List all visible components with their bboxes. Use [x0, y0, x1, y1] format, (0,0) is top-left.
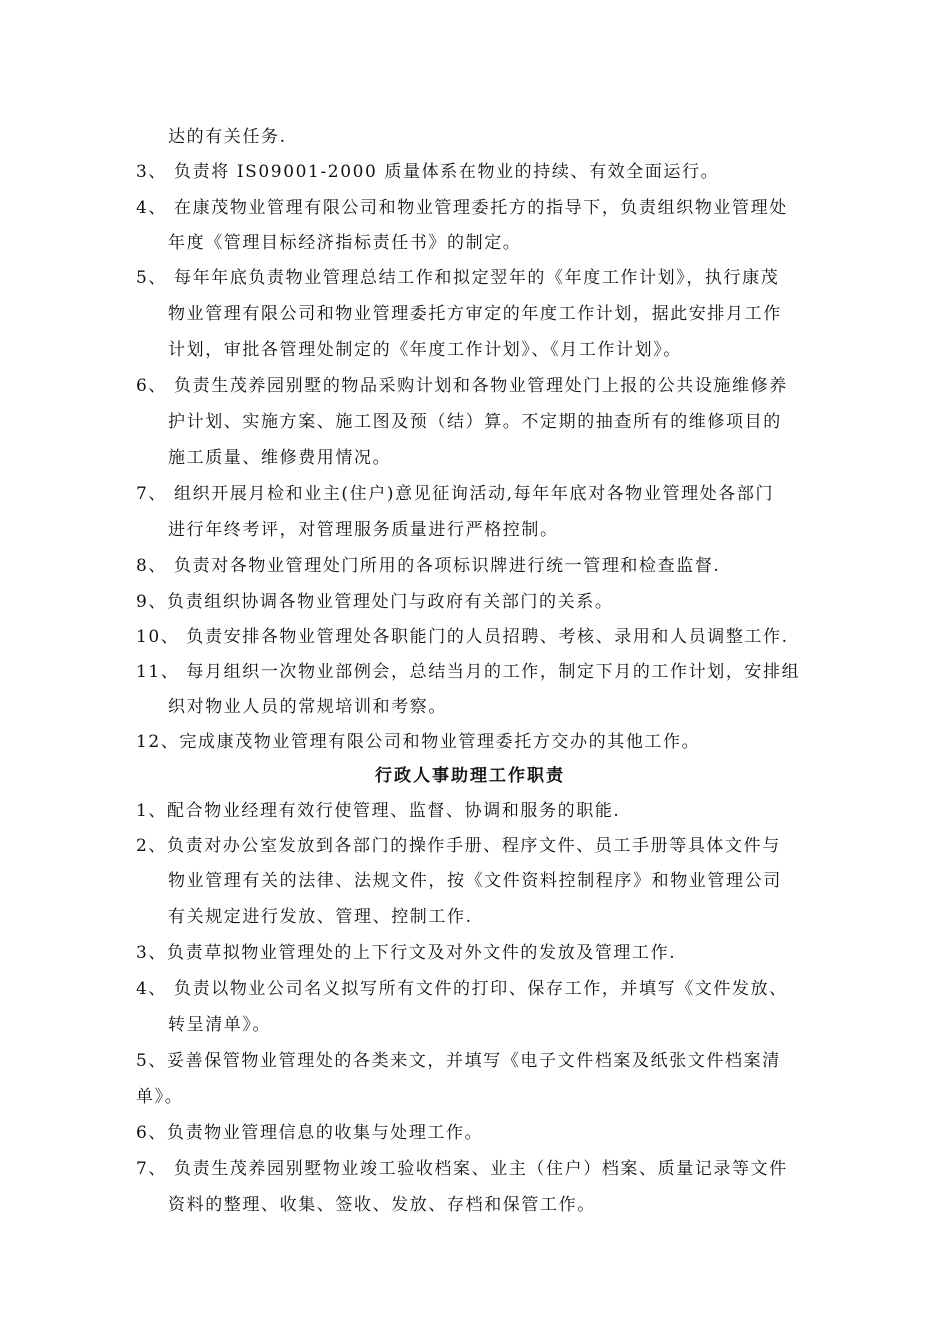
text-line: 转呈清单》。: [168, 1015, 272, 1035]
text-line: 6、负责物业管理信息的收集与处理工作。: [136, 1123, 484, 1143]
text-line: 3、 负责将 IS09001-2000 质量体系在物业的持续、有效全面运行。: [136, 162, 720, 182]
text-line: 物业管理有关的法律、法规文件，按《文件资料控制程序》和物业管理公司: [168, 871, 782, 891]
text-line: 进行年终考评，对管理服务质量进行严格控制。: [168, 520, 559, 540]
text-line: 3、负责草拟物业管理处的上下行文及对外文件的发放及管理工作.: [136, 943, 677, 963]
text-line: 达的有关任务.: [168, 127, 287, 147]
text-line: 织对物业人员的常规培训和考察。: [168, 697, 447, 717]
text-line: 1、配合物业经理有效行使管理、监督、协调和服务的职能.: [136, 801, 621, 821]
text-line: 7、 负责生茂养园别墅物业竣工验收档案、业主（住户）档案、质量记录等文件: [136, 1159, 788, 1179]
text-line: 9、负责组织协调各物业管理处门与政府有关部门的关系。: [136, 592, 614, 612]
text-line: 施工质量、维修费用情况。: [168, 448, 392, 468]
text-line: 2、负责对办公室发放到各部门的操作手册、程序文件、员工手册等具体文件与: [136, 836, 781, 856]
text-line: 12、完成康茂物业管理有限公司和物业管理委托方交办的其他工作。: [136, 732, 701, 752]
text-line: 4、 在康茂物业管理有限公司和物业管理委托方的指导下，负责组织物业管理处: [136, 198, 788, 218]
text-line: 护计划、实施方案、施工图及预（结）算。不定期的抽查所有的维修项目的: [168, 412, 782, 432]
text-line: 物业管理有限公司和物业管理委托方审定的年度工作计划，据此安排月工作: [168, 304, 782, 324]
text-line: 11、 每月组织一次物业部例会，总结当月的工作，制定下月的工作计划，安排组: [136, 662, 801, 682]
text-line: 有关规定进行发放、管理、控制工作.: [168, 907, 473, 927]
text-line: 年度《管理目标经济指标责任书》的制定。: [168, 233, 522, 253]
text-line: 5、 每年年底负责物业管理总结工作和拟定翌年的《年度工作计划》，执行康茂: [136, 268, 780, 288]
text-line: 7、 组织开展月检和业主(住户)意见征询活动,每年年底对各物业管理处各部门: [136, 484, 775, 504]
text-line: 计划，审批各管理处制定的《年度工作计划》、《月工作计划》。: [168, 340, 682, 360]
text-line: 6、 负责生茂养园别墅的物品采购计划和各物业管理处门上报的公共设施维修养: [136, 376, 788, 396]
text-line: 10、 负责安排各物业管理处各职能门的人员招聘、考核、录用和人员调整工作.: [136, 627, 789, 647]
text-line: 4、 负责以物业公司名义拟写所有文件的打印、保存工作，并填写《文件发放、: [136, 979, 788, 999]
section-title: 行政人事助理工作职责: [375, 766, 565, 786]
text-line: 8、 负责对各物业管理处门所用的各项标识牌进行统一管理和检查监督.: [136, 556, 721, 576]
text-line: 资料的整理、收集、签收、发放、存档和保管工作。: [168, 1195, 596, 1215]
text-line: 单》。: [136, 1087, 184, 1107]
text-line: 5、妥善保管物业管理处的各类来文，并填写《电子文件档案及纸张文件档案清: [136, 1051, 781, 1071]
